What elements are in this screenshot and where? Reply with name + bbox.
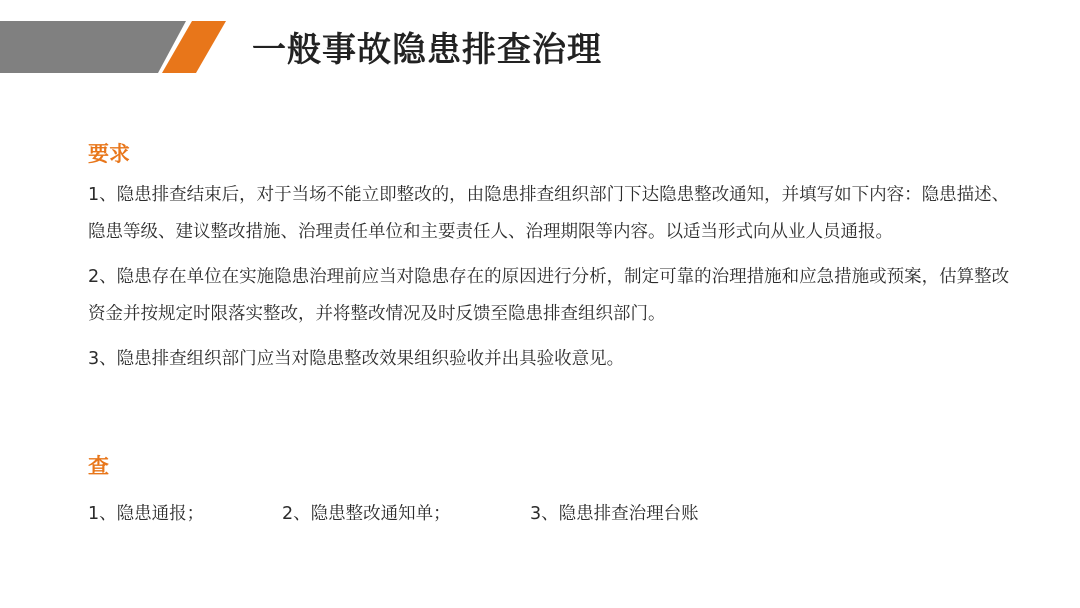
header-decoration-band bbox=[0, 21, 230, 73]
requirement-item-1: 1、隐患排查结束后，对于当场不能立即整改的，由隐患排查组织部门下达隐患整改通知，并填写如下内容：隐患描述、隐患等级、建议整改措施、治理责任单位和主要责任人、治理期限等内容。以适当形式向从业人员通报。 bbox=[88, 185, 1010, 242]
check-item-1: 1、隐患通报； bbox=[88, 504, 205, 524]
header-band-graphic bbox=[0, 21, 230, 73]
requirements-list bbox=[88, 177, 1018, 386]
requirement-item-2: 2、隐患存在单位在实施隐患治理前应当对隐患存在的原因进行分析，制定可靠的治理措施和应急措施或预案，估算整改资金并按规定时限落实整改，并将整改情况及时反馈至隐患排查组织部门。 bbox=[88, 267, 1010, 324]
page-title: 一般事故隐患排查治理 bbox=[252, 30, 602, 70]
requirement-item-3: 3、隐患排查组织部门应当对隐患整改效果组织验收并出具验收意见。 bbox=[88, 349, 625, 369]
header-band-gray bbox=[0, 21, 186, 73]
check-items-row bbox=[88, 498, 988, 530]
check-item-3: 3、隐患排查治理台账 bbox=[530, 504, 699, 524]
check-heading: 查 bbox=[88, 454, 109, 478]
requirements-heading: 要求 bbox=[88, 142, 130, 166]
check-item-2: 2、隐患整改通知单； bbox=[282, 504, 451, 524]
